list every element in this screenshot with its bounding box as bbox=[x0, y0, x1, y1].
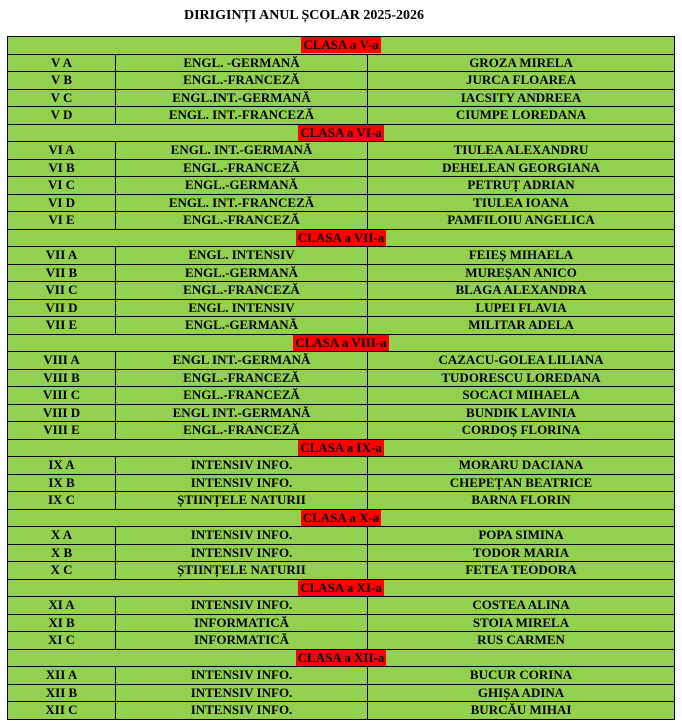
table-row bbox=[8, 317, 675, 335]
teacher-cell: BURCĂU MIHAI bbox=[368, 702, 675, 720]
class-cell: XII A bbox=[8, 667, 116, 685]
table-row bbox=[8, 387, 675, 405]
section-header-label: CLASA a X-a bbox=[302, 509, 380, 525]
class-cell: V C bbox=[8, 89, 116, 107]
profile-cell: INTENSIV INFO. bbox=[116, 527, 368, 545]
class-cell: X A bbox=[8, 527, 116, 545]
teacher-cell: FETEA TEODORA bbox=[368, 562, 675, 580]
profile-cell: ȘTIINȚELE NATURII bbox=[116, 492, 368, 510]
profile-cell: ȘTIINȚELE NATURII bbox=[116, 562, 368, 580]
class-cell: VI A bbox=[8, 142, 116, 160]
teacher-cell: BLAGA ALEXANDRA bbox=[368, 282, 675, 300]
teachers-table bbox=[7, 36, 675, 720]
section-header-row bbox=[8, 229, 675, 247]
class-cell: X B bbox=[8, 544, 116, 562]
section-header-label: CLASA a V-a bbox=[303, 37, 379, 53]
class-cell: VI D bbox=[8, 194, 116, 212]
profile-cell: INTENSIV INFO. bbox=[116, 667, 368, 685]
section-header-row bbox=[8, 334, 675, 352]
section-header-cell bbox=[8, 124, 675, 142]
table-row bbox=[8, 702, 675, 720]
class-cell: IX B bbox=[8, 474, 116, 492]
table-row bbox=[8, 54, 675, 72]
profile-cell: ENGL. -GERMANĂ bbox=[116, 54, 368, 72]
teacher-cell: COSTEA ALINA bbox=[368, 597, 675, 615]
class-cell: VIII B bbox=[8, 369, 116, 387]
profile-cell: ENGL. INT.-GERMANĂ bbox=[116, 142, 368, 160]
section-header-label: CLASA a VII-a bbox=[297, 229, 385, 245]
section-header-cell bbox=[8, 334, 675, 352]
teacher-cell: BUCUR CORINA bbox=[368, 667, 675, 685]
profile-cell: ENGL.-FRANCEZĂ bbox=[116, 422, 368, 440]
table-row bbox=[8, 247, 675, 265]
table-row bbox=[8, 404, 675, 422]
teacher-cell: TODOR MARIA bbox=[368, 544, 675, 562]
profile-cell: ENGL.-FRANCEZĂ bbox=[116, 159, 368, 177]
table-row bbox=[8, 562, 675, 580]
section-header-row bbox=[8, 439, 675, 457]
class-cell: XI A bbox=[8, 597, 116, 615]
class-cell: VII B bbox=[8, 264, 116, 282]
section-header-row bbox=[8, 509, 675, 527]
teacher-cell: RUS CARMEN bbox=[368, 632, 675, 650]
class-cell: X C bbox=[8, 562, 116, 580]
section-header-label: CLASA a VIII-a bbox=[295, 334, 387, 350]
table-row bbox=[8, 72, 675, 90]
table-row bbox=[8, 352, 675, 370]
teacher-cell: FEIEȘ MIHAELA bbox=[368, 247, 675, 265]
section-header-cell bbox=[8, 37, 675, 55]
profile-cell: ENGL INT.-GERMANĂ bbox=[116, 352, 368, 370]
class-cell: VI B bbox=[8, 159, 116, 177]
class-cell: IX C bbox=[8, 492, 116, 510]
table-row bbox=[8, 369, 675, 387]
table-row bbox=[8, 684, 675, 702]
class-cell: VII A bbox=[8, 247, 116, 265]
table-row bbox=[8, 212, 675, 230]
class-cell: VIII D bbox=[8, 404, 116, 422]
profile-cell: INTENSIV INFO. bbox=[116, 597, 368, 615]
table-row bbox=[8, 614, 675, 632]
teacher-cell: MUREȘAN ANICO bbox=[368, 264, 675, 282]
teacher-cell: CORDOȘ FLORINA bbox=[368, 422, 675, 440]
profile-cell: ENGL.INT.-GERMANĂ bbox=[116, 89, 368, 107]
table-row bbox=[8, 282, 675, 300]
section-header-label: CLASA a XII-a bbox=[297, 649, 385, 665]
profile-cell: ENGL.-FRANCEZĂ bbox=[116, 282, 368, 300]
class-cell: VIII A bbox=[8, 352, 116, 370]
class-cell: XI B bbox=[8, 614, 116, 632]
teacher-cell: SOCACI MIHAELA bbox=[368, 387, 675, 405]
profile-cell: INTENSIV INFO. bbox=[116, 702, 368, 720]
teacher-cell: CHEPEȚAN BEATRICE bbox=[368, 474, 675, 492]
page-title: DIRIGINȚI ANUL ȘCOLAR 2025-2026 bbox=[184, 8, 424, 23]
table-row bbox=[8, 457, 675, 475]
section-header-row bbox=[8, 649, 675, 667]
table-row bbox=[8, 89, 675, 107]
class-cell: V B bbox=[8, 72, 116, 90]
profile-cell: ENGL.-GERMANĂ bbox=[116, 317, 368, 335]
teacher-cell: TUDORESCU LOREDANA bbox=[368, 369, 675, 387]
class-cell: VI C bbox=[8, 177, 116, 195]
section-header-row bbox=[8, 124, 675, 142]
class-cell: VIII C bbox=[8, 387, 116, 405]
section-header-cell bbox=[8, 229, 675, 247]
class-cell: VII C bbox=[8, 282, 116, 300]
table-row bbox=[8, 544, 675, 562]
table-row bbox=[8, 597, 675, 615]
class-cell: VIII E bbox=[8, 422, 116, 440]
table-row bbox=[8, 142, 675, 160]
teacher-cell: CAZACU-GOLEA LILIANA bbox=[368, 352, 675, 370]
profile-cell: ENGL.-FRANCEZĂ bbox=[116, 387, 368, 405]
table-row bbox=[8, 159, 675, 177]
section-header-cell bbox=[8, 649, 675, 667]
class-cell: V D bbox=[8, 107, 116, 125]
section-header-cell bbox=[8, 439, 675, 457]
teacher-cell: GROZA MIRELA bbox=[368, 54, 675, 72]
profile-cell: ENGL. INT.-FRANCEZĂ bbox=[116, 194, 368, 212]
profile-cell: ENGL. INT.-FRANCEZĂ bbox=[116, 107, 368, 125]
profile-cell: ENGL.-GERMANĂ bbox=[116, 264, 368, 282]
class-cell: XII B bbox=[8, 684, 116, 702]
table-row bbox=[8, 632, 675, 650]
teacher-cell: TIULEA IOANA bbox=[368, 194, 675, 212]
profile-cell: INTENSIV INFO. bbox=[116, 684, 368, 702]
class-cell: VI E bbox=[8, 212, 116, 230]
table-row bbox=[8, 107, 675, 125]
profile-cell: INFORMATICĂ bbox=[116, 614, 368, 632]
teacher-cell: JURCA FLOAREA bbox=[368, 72, 675, 90]
teacher-cell: MORARU DACIANA bbox=[368, 457, 675, 475]
teacher-cell: GHIȘA ADINA bbox=[368, 684, 675, 702]
teacher-cell: DEHELEAN GEORGIANA bbox=[368, 159, 675, 177]
table-row bbox=[8, 527, 675, 545]
class-cell: IX A bbox=[8, 457, 116, 475]
section-header-cell bbox=[8, 509, 675, 527]
profile-cell: ENGL INT.-GERMANĂ bbox=[116, 404, 368, 422]
profile-cell: ENGL.-FRANCEZĂ bbox=[116, 72, 368, 90]
table-row bbox=[8, 194, 675, 212]
class-cell: VII E bbox=[8, 317, 116, 335]
class-cell: XII C bbox=[8, 702, 116, 720]
table-row bbox=[8, 299, 675, 317]
profile-cell: ENGL.-GERMANĂ bbox=[116, 177, 368, 195]
section-header-row bbox=[8, 579, 675, 597]
teacher-cell: LUPEI FLAVIA bbox=[368, 299, 675, 317]
table-row bbox=[8, 492, 675, 510]
profile-cell: ENGL.-FRANCEZĂ bbox=[116, 212, 368, 230]
teacher-cell: PETRUȚ ADRIAN bbox=[368, 177, 675, 195]
class-cell: V A bbox=[8, 54, 116, 72]
teacher-cell: MILITAR ADELA bbox=[368, 317, 675, 335]
teacher-cell: POPA SIMINA bbox=[368, 527, 675, 545]
profile-cell: ENGL. INTENSIV bbox=[116, 247, 368, 265]
table-row bbox=[8, 177, 675, 195]
teacher-cell: STOIA MIRELA bbox=[368, 614, 675, 632]
section-header-row bbox=[8, 37, 675, 55]
class-cell: XI C bbox=[8, 632, 116, 650]
class-cell: VII D bbox=[8, 299, 116, 317]
table-row bbox=[8, 474, 675, 492]
teacher-cell: PAMFILOIU ANGELICA bbox=[368, 212, 675, 230]
section-header-label: CLASA a IX-a bbox=[300, 439, 382, 455]
teacher-cell: BARNA FLORIN bbox=[368, 492, 675, 510]
table-row bbox=[8, 422, 675, 440]
profile-cell: INTENSIV INFO. bbox=[116, 457, 368, 475]
table-row bbox=[8, 264, 675, 282]
profile-cell: INFORMATICĂ bbox=[116, 632, 368, 650]
table-row bbox=[8, 667, 675, 685]
profile-cell: INTENSIV INFO. bbox=[116, 544, 368, 562]
profile-cell: INTENSIV INFO. bbox=[116, 474, 368, 492]
section-header-label: CLASA a VI-a bbox=[300, 124, 382, 140]
teacher-cell: CIUMPE LOREDANA bbox=[368, 107, 675, 125]
profile-cell: ENGL. INTENSIV bbox=[116, 299, 368, 317]
section-header-cell bbox=[8, 579, 675, 597]
teacher-cell: TIULEA ALEXANDRU bbox=[368, 142, 675, 160]
profile-cell: ENGL.-FRANCEZĂ bbox=[116, 369, 368, 387]
teacher-cell: IACSITY ANDREEA bbox=[368, 89, 675, 107]
section-header-label: CLASA a XI-a bbox=[300, 579, 382, 595]
teacher-cell: BUNDIK LAVINIA bbox=[368, 404, 675, 422]
